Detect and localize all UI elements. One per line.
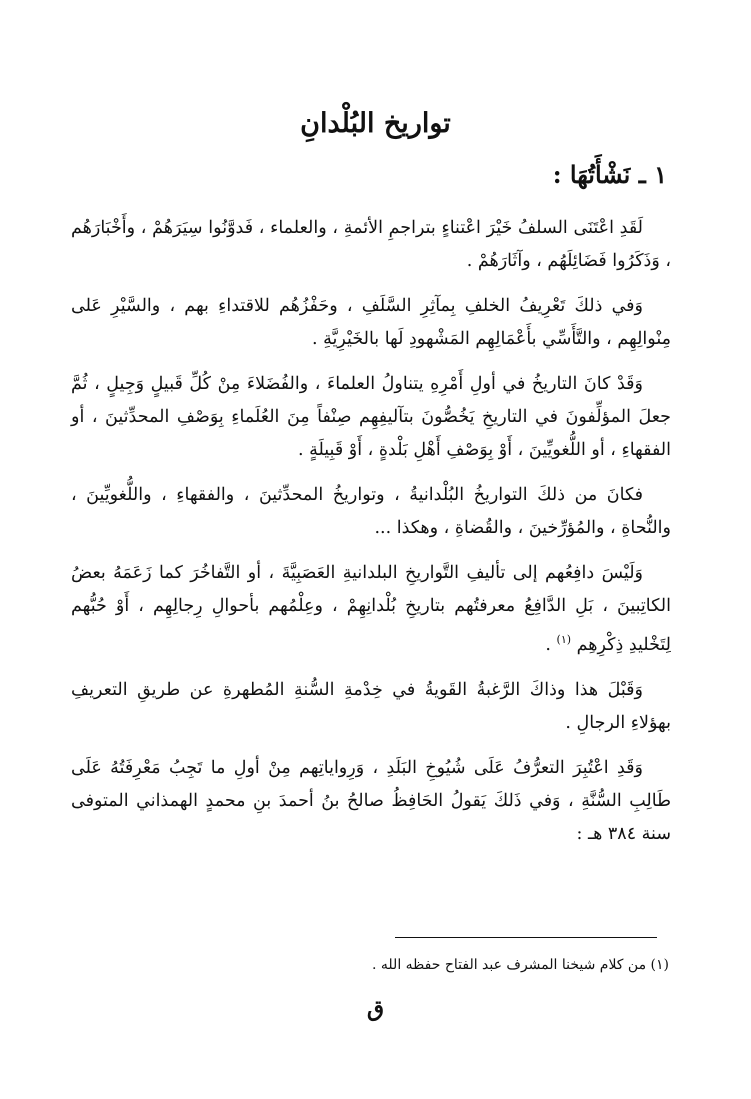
paragraph-1: لَقَدِ اعْتَنَى السلفُ خَيْرَ اعْتناءٍ بتراجمِ الأئمةِ ، والعلماء ، فَدوَّنُوا سِيَرَهُمْ ، وأَخْبَارَهُم ، وَذَكَرُوا فَضَائِلَهُم ، وآثَارَهُمْ . xyxy=(71,218,671,271)
body-text xyxy=(71,212,671,863)
paragraph-4: فكانَ من ذلكَ التواريخُ البُلْدانيةُ ، وتواريخُ المحدِّثينَ ، والفقهاءِ ، واللُّغويِّينَ ، والنُّحاةِ ، والمُؤرِّخينَ ، والقُضاةِ ، وهكذا ... xyxy=(71,485,671,538)
paragraph-5-text: وَلَيْسَ دافِعُهم إلى تأليفِ التَّواريخِ البلدانيةِ العَصَبِيَّةَ ، أو التَّفاخُرَ كما زَعَمَهُ بعضُ الكاتِبينَ ، بَلِ الدَّافِعُ معرفتُهم بتاريخِ بُلْدانِهِمْ ، وعِلْمُهم بأحوالِ رِجالِهِم ، أَوْ حُبُّهم لِتَخْليدِ ذِكْرِهِم xyxy=(71,563,671,655)
paragraph-5 xyxy=(71,557,671,662)
page-number: ق xyxy=(366,996,385,1022)
paragraph-7: وَقَدِ اعْتُبِرَ التعرُّفُ عَلَى شُيُوخِ البَلَدِ ، وَرِواياتِهم مِنْ أولِ ما تَجِبُ مَعْرِفَتُهُ عَلَى طَالِبِ السُّنَّةِ ، وَفي ذَلكَ يَقولُ الحَافِظُ صالحُ بنُ أحمدَ بنِ محمدٍ الهمذاني المتوفى سنة ٣٨٤ هـ : xyxy=(71,757,671,844)
paragraph-6: وَقَبْلَ هذا وذاكَ الرَّغبةُ القَويةُ في خِدْمةِ السُّنةِ المُطهرةِ عن طريقِ التعريفِ بهؤلاءِ الرجالِ . xyxy=(71,679,671,733)
page-title: تواريخ البُلْدانِ xyxy=(300,108,451,139)
footnote-separator xyxy=(395,937,657,938)
footnote: (١) من كلام شيخنا المشرف عبد الفتاح حفظه الله . xyxy=(372,957,669,973)
paragraph-3: وَقَدْ كانَ التاريخُ في أولِ أَمْرِهِ يتناولُ العلماءَ ، والفُضَلاءَ مِنْ كُلِّ قَبيلٍ وَجِيلٍ ، ثُمَّ جعلَ المؤلِّفونَ في التاريخِ يَخُصُّونَ بتآليفِهِم صِنْفاً مِنَ العُلَماءِ بِوَصْفِ المحدِّثينَ ، أو الفقهاءِ ، أو اللُّغويِّينَ ، أَوْ بِوَصْفِ أَهْلِ بَلْدةٍ ، أَوْ قَبِيلَةٍ . xyxy=(71,374,671,460)
footnote-reference: (١) xyxy=(556,633,572,646)
paragraph-2: وَفي ذلكَ تَعْرِيفُ الخلفِ بِمآثِرِ السَّلَفِ ، وحَفْزُهُم للاقتداءِ بهم ، والسَّيْرِ عَلى مِنْوالِهِم ، والتَّأَسِّي بأَعْمَالِهِم المَشْهودِ لَها بالخَيْرِيَّةِ . xyxy=(71,296,671,349)
paragraph-5-end: . xyxy=(545,634,557,655)
section-heading: ١ ـ نَشْأَتُهَا : xyxy=(552,160,667,189)
